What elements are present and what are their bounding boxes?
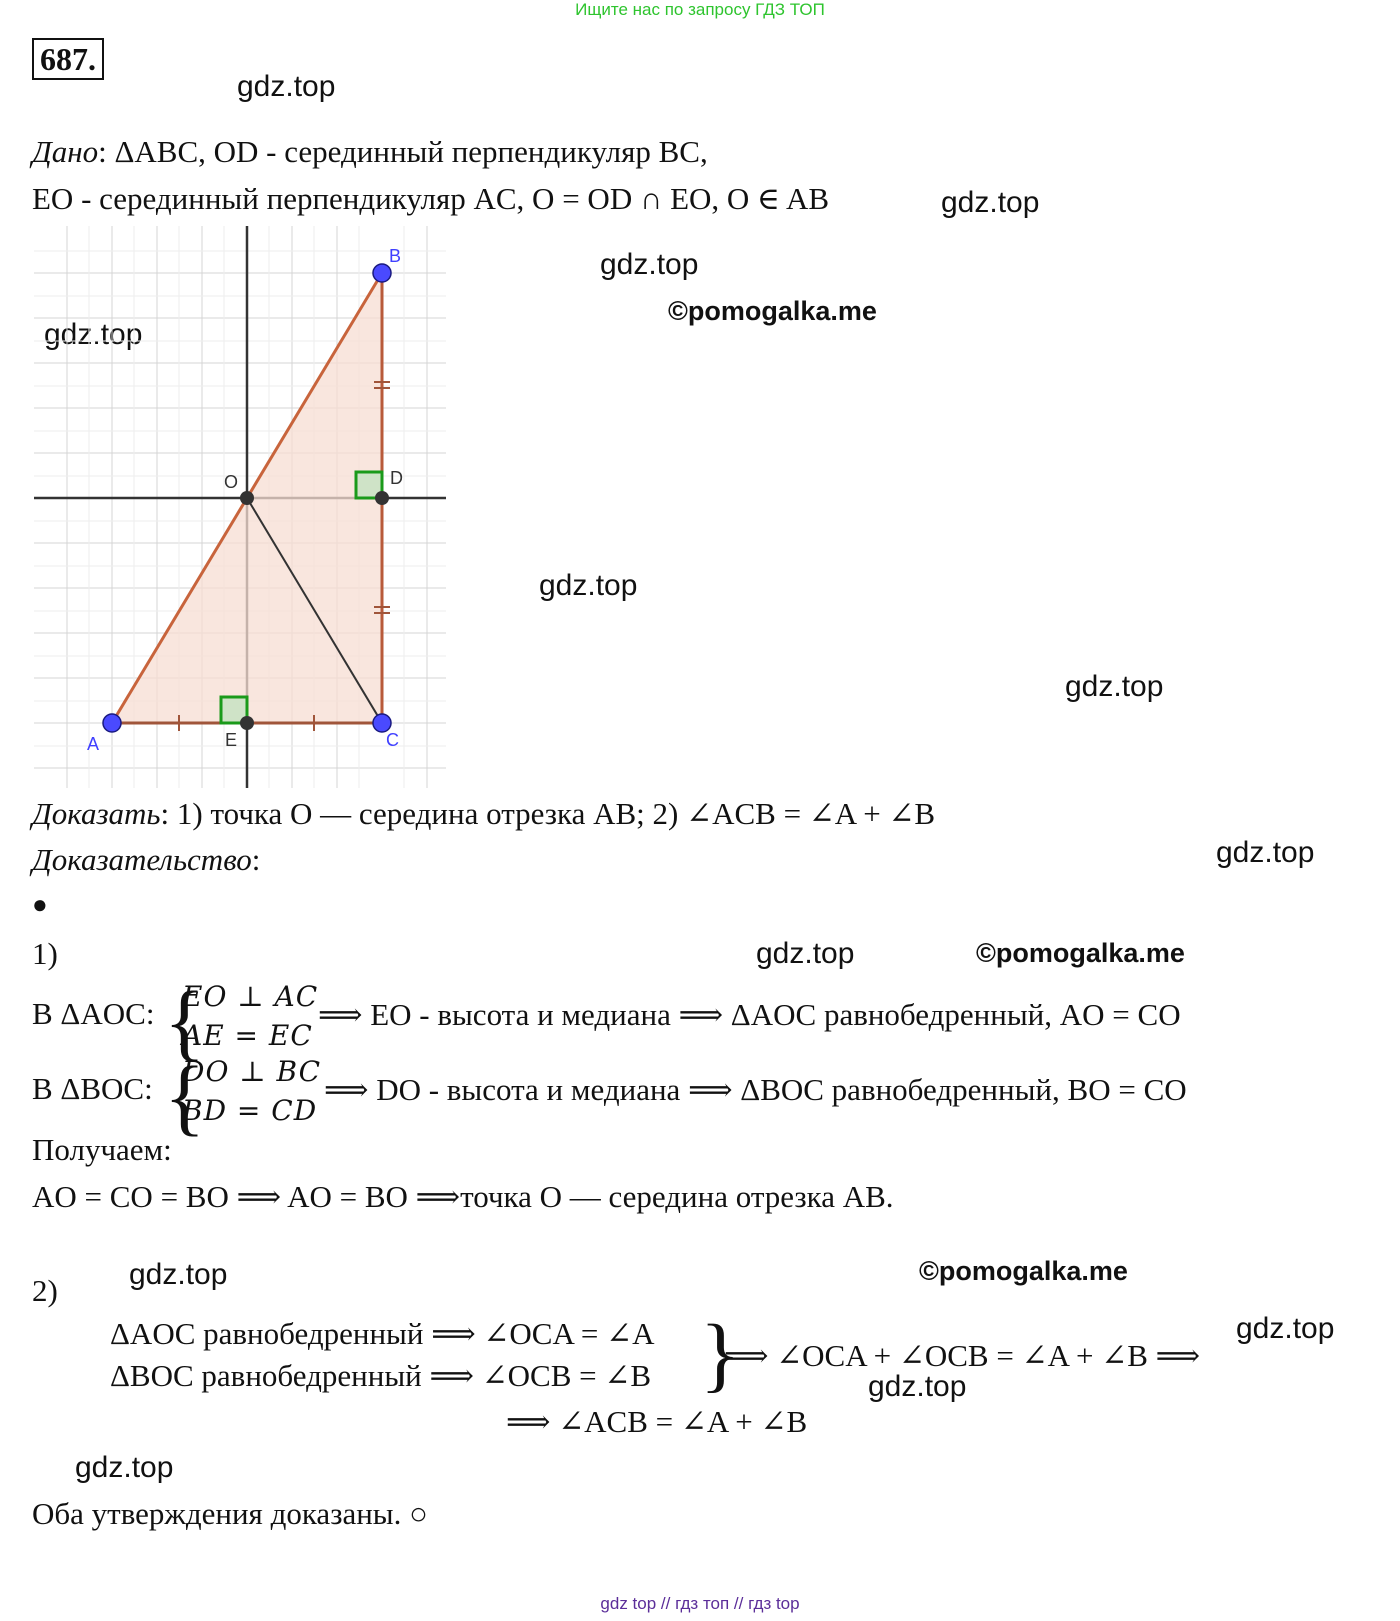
system-row: AE = EC <box>182 1019 313 1052</box>
prove-line <box>32 796 935 832</box>
copyright-mark: ©pomogalka.me <box>919 1256 1128 1286</box>
given-text-1: : ΔABC, OD - серединный перпендикуляр BC, <box>98 134 708 169</box>
step1-row1-prefix: В ΔAOC: <box>32 996 155 1031</box>
prove-label: Доказать <box>32 796 161 831</box>
copyright-mark: ©pomogalka.me <box>976 938 1185 968</box>
watermark: gdz.top <box>44 318 143 351</box>
geometry-figure <box>34 226 446 788</box>
step2-row2: ΔBOC равнобедренный ⟹ ∠OCB = ∠B <box>110 1358 652 1393</box>
right-brace: } <box>700 1308 741 1401</box>
label-o: O <box>224 472 239 492</box>
step2-brace-result: ⟹ ∠OCA + ∠OCB = ∠A + ∠B ⟹ <box>724 1338 1201 1373</box>
system-brace: { <box>164 1048 206 1144</box>
point-e <box>240 716 254 730</box>
point-b <box>373 264 391 282</box>
problem-number: 687. <box>32 38 104 80</box>
label-d: D <box>390 468 403 488</box>
system-brace: { <box>164 973 206 1069</box>
watermark: gdz.top <box>941 186 1040 219</box>
step1-label: 1) <box>32 936 58 971</box>
system-row: DO ⊥ BC <box>182 1055 322 1088</box>
watermark: gdz.top <box>1216 836 1315 869</box>
given-line-1 <box>32 134 708 170</box>
copyright-mark: ©pomogalka.me <box>668 296 877 326</box>
footer: gdz top // гдз топ // гдз top <box>600 1594 800 1613</box>
step1-row1-result: ⟹ EO - высота и медиана ⟹ ΔAOC равнобедренный, AO = CO <box>318 997 1181 1032</box>
prove-text: : 1) точка O — середина отрезка AB; 2) ∠ACB = ∠A + ∠B <box>160 796 936 831</box>
label-c: C <box>386 730 399 750</box>
getting-label: Получаем: <box>32 1132 172 1167</box>
watermark: gdz.top <box>868 1370 967 1403</box>
label-b: B <box>389 246 402 266</box>
point-d <box>375 491 389 505</box>
watermark: gdz.top <box>237 70 336 103</box>
system-row: EO ⊥ AC <box>182 980 319 1013</box>
given-label: Дано <box>32 134 99 169</box>
step2-final: ⟹ ∠ACB = ∠A + ∠B <box>506 1404 808 1439</box>
watermark: gdz.top <box>1236 1312 1335 1345</box>
step1-conclusion: AO = CO = BO ⟹ AO = BO ⟹точка O — середина отрезка AB. <box>32 1179 894 1214</box>
watermark: gdz.top <box>129 1258 228 1291</box>
top-banner: Ищите нас по запросу ГДЗ ТОП <box>575 0 825 19</box>
proof-label: Доказательство <box>32 842 252 877</box>
proof-heading <box>32 842 260 878</box>
step1-row2-result: ⟹ DO - высота и медиана ⟹ ΔBOC равнобедренный, BO = CO <box>324 1072 1187 1107</box>
watermark: gdz.top <box>756 937 855 970</box>
watermark: gdz.top <box>75 1451 174 1484</box>
watermark: gdz.top <box>1065 670 1164 703</box>
step2-row1: ΔAOC равнобедренный ⟹ ∠OCA = ∠A <box>110 1316 655 1351</box>
proof-colon: : <box>251 842 261 877</box>
point-a <box>103 714 121 732</box>
watermark: gdz.top <box>539 569 638 602</box>
watermark: gdz.top <box>600 248 699 281</box>
bullet: ● <box>32 890 48 919</box>
given-line-2: EO - серединный перпендикуляр AC, O = OD ∩ EO, O ∈ AB <box>32 181 830 216</box>
point-o <box>240 491 254 505</box>
system-row: BD = CD <box>182 1094 318 1127</box>
closing-statement: Оба утверждения доказаны. ○ <box>32 1496 428 1531</box>
label-e: E <box>225 730 238 750</box>
step2-label: 2) <box>32 1273 58 1308</box>
label-a: A <box>87 734 100 754</box>
step1-row2-prefix: В ΔBOC: <box>32 1071 153 1106</box>
